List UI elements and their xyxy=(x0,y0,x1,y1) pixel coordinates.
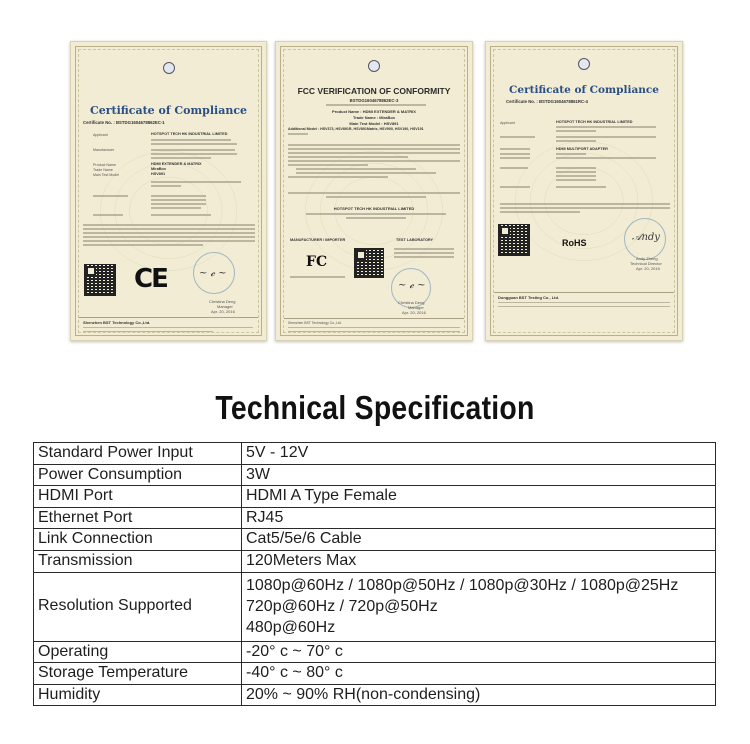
spec-value: HDMI A Type Female xyxy=(242,486,716,508)
certificate-title: FCC VERIFICATION OF CONFORMITY xyxy=(297,86,451,96)
spec-label: Link Connection xyxy=(34,529,242,551)
spec-label: Ethernet Port xyxy=(34,507,242,529)
issue-date: Apr. 20, 2016 xyxy=(211,309,235,314)
spec-label: Standard Power Input xyxy=(34,443,242,465)
spec-value-line: 720p@60Hz / 720p@50Hz xyxy=(246,598,438,616)
signer-name: Andy Zheng xyxy=(636,256,658,261)
signature: 𝒜ndy xyxy=(632,232,660,243)
spec-row xyxy=(34,684,716,706)
signer-name: Christina Deng xyxy=(209,299,236,304)
spec-label: HDMI Port xyxy=(34,486,242,508)
spec-row xyxy=(34,529,716,551)
spec-value: 5V - 12V xyxy=(242,443,716,465)
spec-value: 20% ~ 90% RH(non-condensing) xyxy=(242,684,716,706)
product-label: Product Name xyxy=(93,163,116,167)
spec-table xyxy=(33,442,716,706)
certificate-number: BSTDG1604678862EC-3 xyxy=(349,98,399,103)
certificate-number: Certificate No. : BSTDG1604678861RC-4 xyxy=(506,99,588,104)
manufacturer-label: Manufacturer xyxy=(93,148,115,152)
spec-value: 120Meters Max xyxy=(242,550,716,572)
spec-label: Storage Temperature xyxy=(34,663,242,685)
signer-name: Christina Deng xyxy=(398,300,425,305)
applicant-label: Applicant xyxy=(500,121,515,125)
applicant-label: Applicant xyxy=(93,133,108,137)
additional-model-line: Additional Model : HSV373, HSV891R, HSV891Matrix, HSV900, HSV190, HSV191 xyxy=(288,127,424,131)
model-value: HSV891 xyxy=(151,172,166,176)
spec-row xyxy=(34,486,716,508)
trade-value: MiraBox xyxy=(151,167,166,171)
lab-name: Dongguan BST Testing Co., Ltd. xyxy=(498,295,560,300)
ce-certificate xyxy=(70,41,267,341)
qr-code xyxy=(84,264,116,296)
product-value: HDMI EXTENDER & MATRIX xyxy=(151,162,202,166)
model-line: Main Test Model : HSV891 xyxy=(349,121,399,126)
spec-value: -20° c ~ 70° c xyxy=(242,641,716,663)
ce-mark: CE xyxy=(134,264,167,294)
spec-value: RJ45 xyxy=(242,507,716,529)
spec-value-line: 1080p@60Hz / 1080p@50Hz / 1080p@30Hz / 1080p@25Hz xyxy=(246,577,679,595)
spec-value xyxy=(242,572,716,641)
issue-date: Apr. 20, 2016 xyxy=(636,266,660,271)
spec-value: 3W xyxy=(242,464,716,486)
fc-mark: FC xyxy=(306,254,328,270)
manufacturer-heading: MANUFACTURER / IMPORTER xyxy=(290,238,346,242)
spec-row xyxy=(34,443,716,465)
lab-heading: TEST LABORATORY xyxy=(396,238,434,242)
spec-value: Cat5/5e/6 Cable xyxy=(242,529,716,551)
lab-name: Shenzhen BST Technology Co.,Ltd. xyxy=(83,320,151,325)
spec-row xyxy=(34,550,716,572)
bst-logo xyxy=(163,62,175,74)
qr-code xyxy=(354,248,384,278)
signature: ~ 𝓬 ~ xyxy=(199,268,227,279)
spec-value-line: 480p@60Hz xyxy=(246,619,336,637)
fcc-certificate xyxy=(275,41,473,341)
spec-label: Resolution Supported xyxy=(34,572,242,641)
spec-title: Technical Specification xyxy=(215,389,535,426)
spec-row xyxy=(34,507,716,529)
certificate-title: Certificate of Compliance xyxy=(509,84,659,96)
spec-label: Transmission xyxy=(34,550,242,572)
model-label: Main Test Model xyxy=(93,173,120,177)
lab-name: Shenzhen BST Technology Co.,Ltd. xyxy=(288,321,342,325)
spec-label: Power Consumption xyxy=(34,464,242,486)
applicant-value: HOTSPOT TECH HK INDUSTRIAL LIMITED xyxy=(333,206,415,211)
bst-logo xyxy=(368,60,380,72)
certificate-number: Certificate No. : BSTDG1604678862EC-1 xyxy=(83,120,165,125)
bst-logo xyxy=(578,58,590,70)
spec-row xyxy=(34,464,716,486)
signer-title: Manager xyxy=(408,305,424,310)
spec-row xyxy=(34,572,716,641)
applicant-value: HOTSPOT TECH HK INDUSTRIAL LIMITED xyxy=(556,120,633,124)
product-value: HDMI MULTIPORT ADAPTER xyxy=(556,147,608,151)
rohs-mark: RoHS xyxy=(562,238,587,248)
qr-code xyxy=(498,224,530,256)
issue-date: Apr. 20, 2016 xyxy=(402,310,426,315)
certificate-title: Certificate of Compliance xyxy=(89,104,248,117)
applicant-value: HOTSPOT TECH HK INDUSTRIAL LIMITED xyxy=(151,132,228,136)
spec-row xyxy=(34,663,716,685)
signer-title: Technical Director xyxy=(630,261,662,266)
signature: ~ 𝓬 ~ xyxy=(398,280,426,291)
rohs-certificate xyxy=(485,41,683,341)
trade-line: Trade Name : MiraBox xyxy=(352,115,395,120)
spec-label: Humidity xyxy=(34,684,242,706)
trade-label: Trade Name xyxy=(93,168,113,172)
spec-value: -40° c ~ 80° c xyxy=(242,663,716,685)
product-line: Product Name : HDMI EXTENDER & MATRIX xyxy=(332,109,416,114)
signer-title: Manager xyxy=(217,304,233,309)
spec-row xyxy=(34,641,716,663)
spec-label: Operating xyxy=(34,641,242,663)
